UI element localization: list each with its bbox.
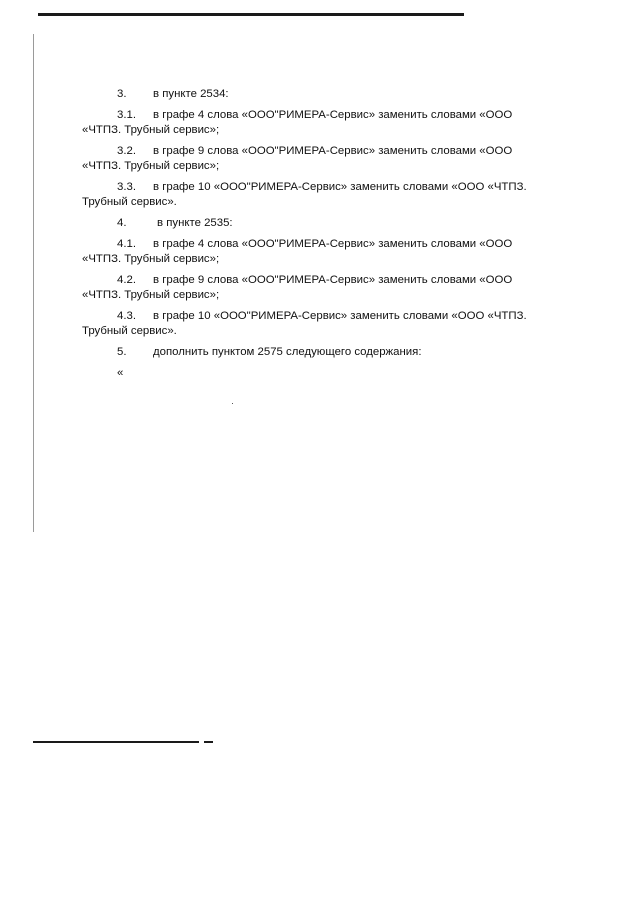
- item-number: 4.1.: [117, 238, 136, 250]
- item-text: в пункте 2534:: [153, 88, 229, 100]
- footnote-separator: [33, 741, 199, 743]
- item-continuation: Трубный сервис».: [82, 325, 177, 337]
- list-item-4: [82, 216, 582, 231]
- item-text: в графе 10 «ООО"РИМЕРА-Сервис» заменить словами «ООО «ЧТПЗ.: [153, 181, 527, 193]
- scan-speck: [232, 403, 233, 404]
- open-quote-line: [82, 366, 582, 381]
- item-number: 5.: [117, 346, 127, 358]
- item-continuation: «ЧТПЗ. Трубный сервис»;: [82, 289, 220, 301]
- item-continuation: «ЧТПЗ. Трубный сервис»;: [82, 124, 220, 136]
- list-item-5: [82, 345, 582, 360]
- item-number: 3.: [117, 88, 127, 100]
- list-item-4-1: [82, 237, 582, 267]
- item-text: в графе 9 слова «ООО"РИМЕРА-Сервис» заменить словами «ООО: [153, 274, 513, 286]
- footnote-separator-tail: [204, 741, 213, 743]
- item-text: в графе 9 слова «ООО"РИМЕРА-Сервис» заменить словами «ООО: [153, 145, 513, 157]
- scan-edge-line: [33, 34, 34, 532]
- item-number: 3.1.: [117, 109, 136, 121]
- item-continuation: Трубный сервис».: [82, 196, 177, 208]
- item-text: в графе 4 слова «ООО"РИМЕРА-Сервис» заменить словами «ООО: [153, 238, 513, 250]
- item-number: 3.3.: [117, 181, 136, 193]
- item-continuation: «ЧТПЗ. Трубный сервис»;: [82, 253, 220, 265]
- item-text: в графе 10 «ООО"РИМЕРА-Сервис» заменить словами «ООО «ЧТПЗ.: [153, 310, 527, 322]
- list-item-4-3: [82, 309, 582, 339]
- item-number: 4.3.: [117, 310, 136, 322]
- item-continuation: «ЧТПЗ. Трубный сервис»;: [82, 160, 220, 172]
- open-quote-mark: «: [117, 367, 124, 379]
- item-text: в графе 4 слова «ООО"РИМЕРА-Сервис» заменить словами «ООО: [153, 109, 513, 121]
- item-text: в пункте 2535:: [157, 217, 233, 229]
- item-number: 3.2.: [117, 145, 136, 157]
- list-item-4-2: [82, 273, 582, 303]
- top-rule: [38, 13, 464, 16]
- document-body: [82, 87, 582, 387]
- item-number: 4.: [117, 217, 127, 229]
- item-number: 4.2.: [117, 274, 136, 286]
- list-item-3-1: [82, 108, 582, 138]
- item-text: дополнить пунктом 2575 следующего содержания:: [153, 346, 422, 358]
- list-item-3: [82, 87, 582, 102]
- list-item-3-3: [82, 180, 582, 210]
- list-item-3-2: [82, 144, 582, 174]
